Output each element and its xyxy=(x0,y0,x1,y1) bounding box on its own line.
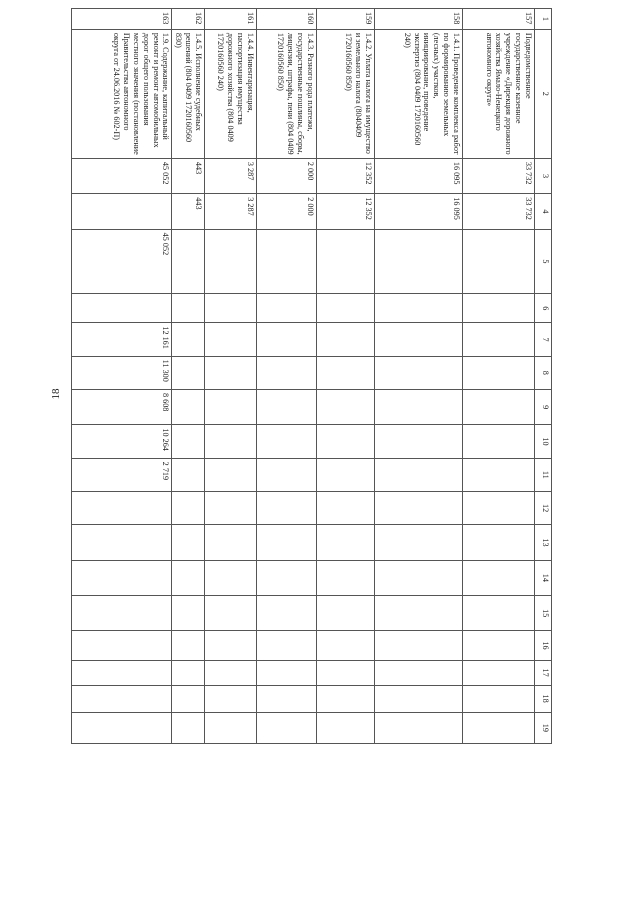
cell-value xyxy=(463,458,535,491)
cell-empty xyxy=(375,491,463,524)
cell-value: 2 000 xyxy=(257,194,317,229)
cell-value xyxy=(257,458,317,491)
row-id: 162 xyxy=(172,9,205,30)
cell-value: 3 287 xyxy=(205,194,257,229)
row-id: 158 xyxy=(375,9,463,30)
cell-empty xyxy=(375,685,463,712)
row-name: 1.4.3. Разного рода платежи, государственные пошлины, сборы, лицензии, штрафы, пени (804 0409 1720160560 850) xyxy=(257,29,317,158)
row-id: 161 xyxy=(205,9,257,30)
row-name: 1.4.5. Исполнение судебных решений (804 0409 1720160560 830) xyxy=(172,29,205,158)
cell-empty xyxy=(172,660,205,685)
cell-empty xyxy=(375,712,463,743)
cell-empty xyxy=(172,631,205,660)
rotated-page-content xyxy=(86,8,552,744)
cell-empty xyxy=(463,525,535,560)
cell-empty xyxy=(172,712,205,743)
row-id: 163 xyxy=(72,9,172,30)
row-name: 1.9. Содержание, капитальный ремонт и ремонт автомобильных дорог общего пользования местного значения (постановление Правительства автономного округа от 24.06.2016 № 602-П) xyxy=(72,29,172,158)
cell-value: 12 352 xyxy=(317,194,375,229)
cell-value: 2 719 xyxy=(72,458,172,491)
col-header: 14 xyxy=(535,560,552,595)
col-header: 12 xyxy=(535,491,552,524)
cell-empty xyxy=(463,560,535,595)
cell-empty xyxy=(317,491,375,524)
cell-empty xyxy=(375,525,463,560)
cell-value xyxy=(317,229,375,294)
cell-empty xyxy=(317,560,375,595)
cell-empty xyxy=(257,712,317,743)
cell-value xyxy=(463,229,535,294)
cell-value xyxy=(463,389,535,424)
row-name: 1.4.2. Уплата налога на имущество и земельного налога (8040409 1720160560 850) xyxy=(317,29,375,158)
cell-value xyxy=(463,323,535,356)
table-row xyxy=(317,9,375,744)
cell-value xyxy=(172,425,205,458)
table-row xyxy=(375,9,463,744)
cell-empty xyxy=(375,596,463,631)
cell-empty xyxy=(205,525,257,560)
table-row xyxy=(205,9,257,744)
col-header: 13 xyxy=(535,525,552,560)
cell-value xyxy=(172,356,205,389)
cell-value xyxy=(205,389,257,424)
cell-empty xyxy=(317,660,375,685)
cell-value xyxy=(317,356,375,389)
cell-value xyxy=(205,323,257,356)
cell-empty xyxy=(375,660,463,685)
row-name: 1.4.1. Проведение комплекса работ по формированию земельных (лесных) участков, инициирование, проведение экспертиз (804 0409 1720160560 240) xyxy=(375,29,463,158)
cell-empty xyxy=(172,525,205,560)
budget-table xyxy=(71,8,552,744)
cell-empty xyxy=(375,560,463,595)
cell-value: 2 000 xyxy=(257,158,317,193)
col-header: 5 xyxy=(535,229,552,294)
cell-value xyxy=(375,458,463,491)
cell-empty xyxy=(463,596,535,631)
cell-empty xyxy=(257,631,317,660)
col-header: 15 xyxy=(535,596,552,631)
cell-value xyxy=(205,229,257,294)
row-name: 1.4.4. Инвентаризация, паспортизация имущества дорожного хозяйства (804 0409 1720160560 240) xyxy=(205,29,257,158)
cell-value xyxy=(257,425,317,458)
cell-value: 45 052 xyxy=(72,229,172,294)
cell-empty xyxy=(72,596,172,631)
cell-value xyxy=(72,294,172,323)
cell-empty xyxy=(257,596,317,631)
cell-value: 8 608 xyxy=(72,389,172,424)
cell-value: 33 732 xyxy=(463,194,535,229)
cell-value xyxy=(72,194,172,229)
cell-empty xyxy=(72,685,172,712)
cell-empty xyxy=(205,596,257,631)
cell-empty xyxy=(317,596,375,631)
header-row xyxy=(535,9,552,744)
cell-empty xyxy=(205,712,257,743)
cell-value: 16 095 xyxy=(375,194,463,229)
cell-empty xyxy=(317,631,375,660)
cell-value xyxy=(205,425,257,458)
cell-empty xyxy=(463,491,535,524)
cell-empty xyxy=(205,631,257,660)
cell-value xyxy=(317,425,375,458)
row-id: 157 xyxy=(463,9,535,30)
col-header: 17 xyxy=(535,660,552,685)
col-header: 1 xyxy=(535,9,552,30)
cell-empty xyxy=(205,491,257,524)
cell-value xyxy=(317,294,375,323)
cell-value xyxy=(317,389,375,424)
cell-value xyxy=(172,323,205,356)
col-header: 2 xyxy=(535,29,552,158)
cell-value xyxy=(172,229,205,294)
col-header: 18 xyxy=(535,685,552,712)
cell-empty xyxy=(463,631,535,660)
col-header: 16 xyxy=(535,631,552,660)
col-header: 19 xyxy=(535,712,552,743)
cell-value xyxy=(317,323,375,356)
cell-value xyxy=(257,294,317,323)
row-name: Подведомственное государственное казенное учреждение «Дирекция дорожного хозяйства Ямало-Ненецкого автономного округа» xyxy=(463,29,535,158)
cell-empty xyxy=(257,685,317,712)
table-row xyxy=(172,9,205,744)
cell-empty xyxy=(463,660,535,685)
cell-value xyxy=(172,389,205,424)
cell-empty xyxy=(257,560,317,595)
table-row xyxy=(72,9,172,744)
cell-empty xyxy=(72,660,172,685)
cell-empty xyxy=(257,525,317,560)
cell-value xyxy=(463,356,535,389)
cell-value: 443 xyxy=(172,158,205,193)
cell-value xyxy=(205,294,257,323)
cell-value xyxy=(257,229,317,294)
cell-value: 45 052 xyxy=(72,158,172,193)
cell-value: 12 161 xyxy=(72,323,172,356)
cell-empty xyxy=(72,560,172,595)
cell-empty xyxy=(172,491,205,524)
cell-value: 10 264 xyxy=(72,425,172,458)
col-header: 9 xyxy=(535,389,552,424)
cell-value: 11 300 xyxy=(72,356,172,389)
cell-value: 12 352 xyxy=(317,158,375,193)
cell-value xyxy=(205,458,257,491)
cell-empty xyxy=(172,560,205,595)
table-body xyxy=(72,9,535,744)
cell-value xyxy=(463,425,535,458)
cell-empty xyxy=(317,525,375,560)
cell-empty xyxy=(463,712,535,743)
cell-empty xyxy=(205,660,257,685)
cell-empty xyxy=(257,491,317,524)
cell-empty xyxy=(317,685,375,712)
cell-value xyxy=(463,294,535,323)
cell-value: 443 xyxy=(172,194,205,229)
cell-empty xyxy=(375,631,463,660)
page-number: 18 xyxy=(50,388,62,400)
cell-empty xyxy=(463,685,535,712)
cell-value xyxy=(375,425,463,458)
col-header: 3 xyxy=(535,158,552,193)
cell-empty xyxy=(172,685,205,712)
table-row xyxy=(463,9,535,744)
cell-value xyxy=(375,294,463,323)
cell-value xyxy=(317,458,375,491)
cell-value: 16 095 xyxy=(375,158,463,193)
table-row xyxy=(257,9,317,744)
cell-empty xyxy=(205,560,257,595)
cell-value xyxy=(257,323,317,356)
cell-value xyxy=(257,389,317,424)
cell-value: 33 732 xyxy=(463,158,535,193)
cell-value xyxy=(172,294,205,323)
col-header: 4 xyxy=(535,194,552,229)
cell-value xyxy=(375,356,463,389)
cell-value xyxy=(375,323,463,356)
cell-empty xyxy=(72,525,172,560)
col-header: 6 xyxy=(535,294,552,323)
cell-empty xyxy=(72,712,172,743)
cell-empty xyxy=(72,491,172,524)
col-header: 11 xyxy=(535,458,552,491)
cell-value xyxy=(375,389,463,424)
cell-empty xyxy=(205,685,257,712)
cell-empty xyxy=(317,712,375,743)
col-header: 7 xyxy=(535,323,552,356)
col-header: 8 xyxy=(535,356,552,389)
cell-value xyxy=(205,356,257,389)
cell-empty xyxy=(72,631,172,660)
cell-empty xyxy=(257,660,317,685)
row-id: 160 xyxy=(257,9,317,30)
cell-value xyxy=(257,356,317,389)
cell-value: 3 287 xyxy=(205,158,257,193)
row-id: 159 xyxy=(317,9,375,30)
col-header: 10 xyxy=(535,425,552,458)
cell-value xyxy=(172,458,205,491)
cell-empty xyxy=(172,596,205,631)
cell-value xyxy=(375,229,463,294)
